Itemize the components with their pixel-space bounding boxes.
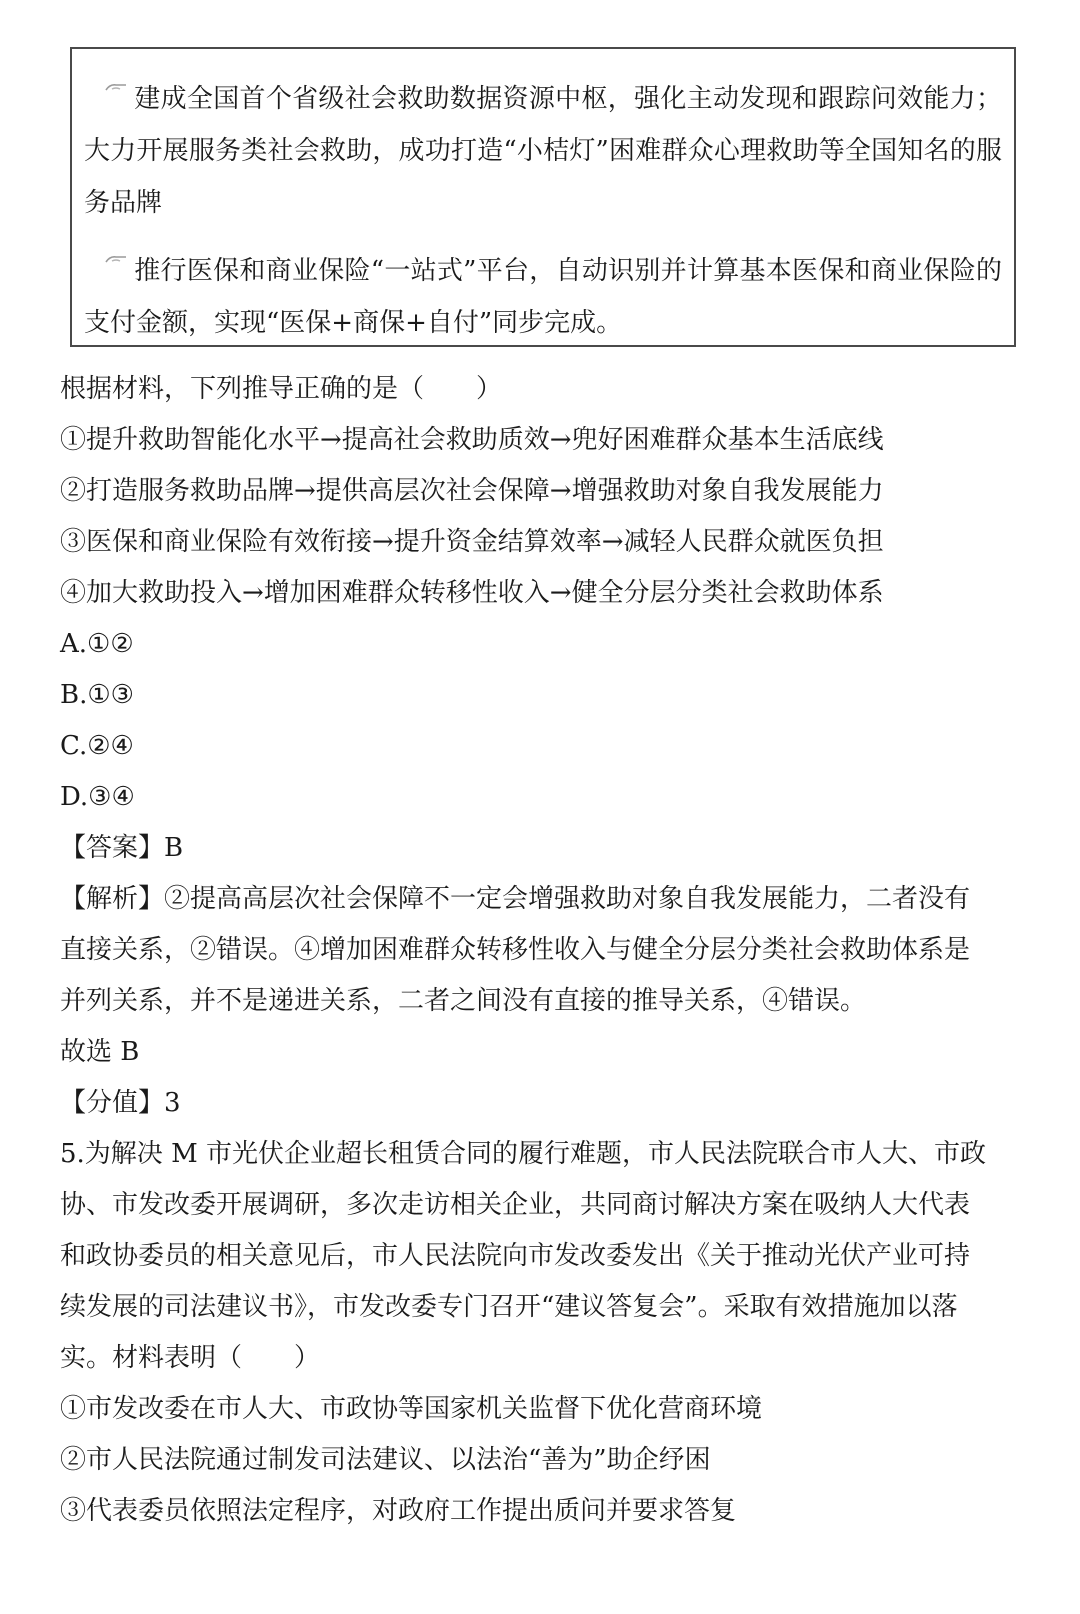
question4-stem: 根据材料，下列推导正确的是（ ） [60, 374, 503, 404]
hand-pointer-icon [104, 235, 128, 251]
material-paragraph-1: 建成全国首个省级社会救助数据资源中枢，强化主动发现和跟踪问效能力；大力开展服务类社会救助，成功打造“小桔灯”困难群众心理救助等全国知名的服务品牌 [84, 63, 1002, 229]
question4-item-3: ③医保和商业保险有效衔接→提升资金结算效率→减轻人民群众就医负担 [60, 527, 884, 557]
question4-item-2: ②打造服务救助品牌→提供高层次社会保障→增强救助对象自我发展能力 [60, 476, 884, 506]
choice-line: 故选 B [60, 1037, 140, 1067]
hand-pointer-icon [104, 63, 128, 79]
score-label: 【分值】3 [60, 1088, 181, 1118]
question5-stem-line-2: 协、市发改委开展调研，多次走访相关企业，共同商讨解决方案在吸纳人大代表 [60, 1190, 971, 1220]
question5-item-2: ②市人民法院通过制发司法建议、以法治“善为”助企纾困 [60, 1445, 711, 1475]
analysis-line-3: 并列关系，并不是递进关系，二者之间没有直接的推导关系，④错误。 [60, 986, 867, 1016]
question5-item-3: ③代表委员依照法定程序，对政府工作提出质问并要求答复 [60, 1496, 737, 1526]
option-b: B.①③ [60, 680, 134, 710]
analysis-line-2: 直接关系，②错误。④增加困难群众转移性收入与健全分层分类社会救助体系是 [60, 935, 971, 965]
option-a: A.①② [60, 629, 134, 659]
option-d: D.③④ [60, 782, 135, 812]
question5-item-1: ①市发改委在市人大、市政协等国家机关监督下优化营商环境 [60, 1394, 763, 1424]
question5-stem-line-5: 实。材料表明（ ） [60, 1343, 321, 1373]
question4-item-1: ①提升救助智能化水平→提高社会救助质效→兜好困难群众基本生活底线 [60, 425, 884, 455]
option-c: C.②④ [60, 731, 134, 761]
answer-label: 【答案】B [60, 833, 184, 863]
question5-stem-line-3: 和政协委员的相关意见后，市人民法院向市发改委发出《关于推动光伏产业可持 [60, 1241, 971, 1271]
question4-item-4: ④加大救助投入→增加困难群众转移性收入→健全分层分类社会救助体系 [60, 578, 884, 608]
question5-stem-line-1: 5.为解决 M 市光伏企业超长租赁合同的履行难题，市人民法院联合市人大、市政 [60, 1139, 986, 1169]
question-content [60, 364, 986, 1537]
material-box [70, 47, 1016, 347]
question5-stem-line-4: 续发展的司法建议书》，市发改委专门召开“建议答复会”。采取有效措施加以落 [60, 1292, 958, 1322]
material-paragraph-2: 推行医保和商业保险“一站式”平台，自动识别并计算基本医保和商业保险的支付金额，实现“医保+商保+自付”同步完成。 [84, 235, 1002, 349]
analysis-line-1: 【解析】②提高高层次社会保障不一定会增强救助对象自我发展能力，二者没有 [60, 884, 971, 914]
